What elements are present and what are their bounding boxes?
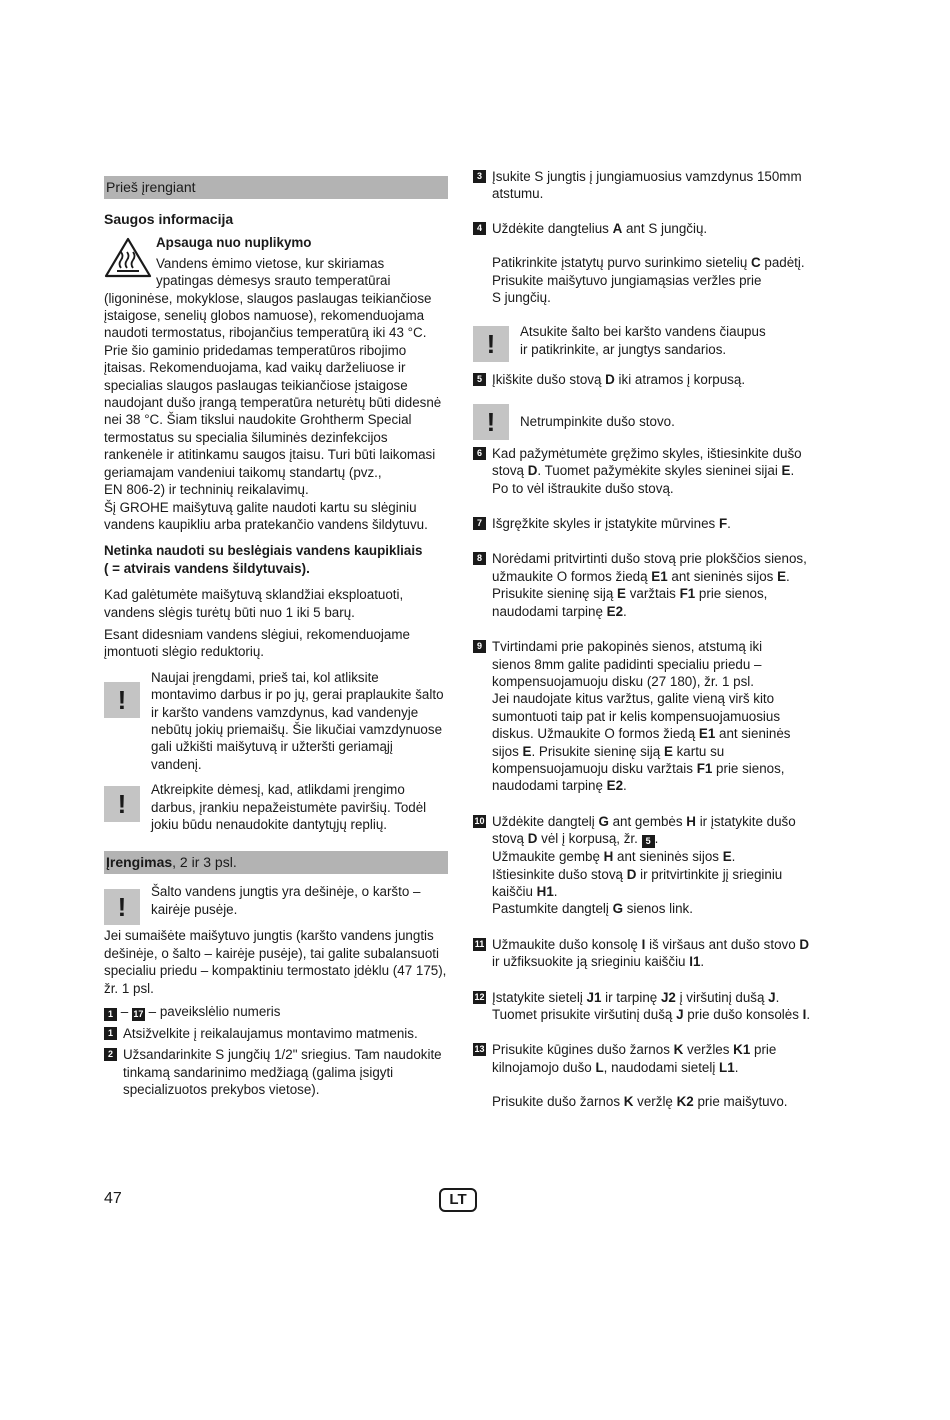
caution-surface-damage [104,781,448,833]
body-line: naudodami tarpinę E2. [492,603,627,619]
body-line: Ištiesinkite dušo stovą D ir pritvirtinkite jį srieginiu [492,866,783,882]
step-badge: 4 [473,222,486,235]
step-badge: 8 [473,552,486,565]
body-line: Uždėkite dangtelius A ant S jungčių. [492,220,708,236]
section-bar-before-install [104,176,448,199]
body-line: kairėje pusėje. [151,901,238,917]
body-line: kilnojamojo dušo L, naudodami sietelį L1. [492,1059,739,1075]
step-5 [473,371,818,388]
step-11 [473,936,818,971]
step-1 [104,1025,448,1042]
caution-connections [104,883,448,923]
body-line: sienos 8mm galite padidinti specialiu priedu – [492,656,762,672]
body-line: įstaigose, senelių globos namuose), rekomenduojama [104,308,425,324]
body-line: stovą D vėl į korpusą, žr. 5 . [492,831,659,847]
body-line: Įsukite S jungtis į jungiamuosius vamzdynus 150mm [492,169,802,184]
body-line: vandens slėgis turėtų būti nuo 1 iki 5 barų. [104,604,355,620]
body-line: užmaukite O formos žiedą E1 ant sieninės sijos E. [492,568,790,584]
step-10 [473,813,818,918]
step-2 [104,1046,448,1098]
body-line: Prisukite dušo žarnos K veržlę K2 prie maišytuvo. [492,1094,788,1110]
section-title: Įrengimas [106,854,173,871]
body-line: jokiu būdu nenaudokite dantytųjų replių. [151,817,387,832]
exclamation-icon: ! [104,889,140,925]
step-badge: 5 [473,373,486,386]
exclamation-icon: ! [104,682,140,718]
step-badge: 13 [474,1044,485,1055]
body-line: Netrumpinkite dušo stovo. [520,413,675,429]
body-line: geriamajam vandeniui taikomų standartų (pvz., [104,464,382,480]
step-badge: 10 [474,815,485,826]
scald-line: Vandens ėmimo vietose, kur skiriamas [156,255,385,271]
body-line: Užsandarinkite S jungčių 1/2" sriegius. Tam naudokite [123,1047,442,1063]
body-line: Jei naudojate kitus varžtus, galite vieną virš kito [492,691,775,707]
body-line: įmontuoti slėgio reduktorių. [104,644,265,660]
step-6 [473,445,818,497]
step-13 [473,1041,818,1110]
body-line: įtaisas. Rekomenduojama, kad vaikų darželiuose ir [104,360,406,376]
body-line: montavimo darbus ir po jų, gerai praplaukite šalto [151,687,444,703]
language-badge: LT [439,1188,477,1212]
reducer-note [104,626,448,661]
scald-warning-block [104,234,448,533]
body-line: Norėdami pritvirtinti dušo stovą prie plokščios sienos, [492,551,807,567]
step-badge: 5 [642,835,655,848]
step-badge: 1 [104,1027,117,1040]
step-4 [473,220,818,307]
body-line: Išgręžkite skyles ir įstatykite mūrvines F. [492,516,731,532]
body-line: naudojant dušo įrangą temperatūra neturėtų būti didesnė [104,395,442,411]
body-line: Prisukite kūgines dušo žarnos K veržles K1 prie [492,1042,777,1058]
scald-body [104,290,448,534]
body-line: Prisukite maišytuvo jungiamąsias veržles prie [492,272,762,288]
caution-leak-check [473,323,818,363]
body-line: Įstatykite sietelį J1 ir tarpinę J2 į viršutinį dušą J. [492,989,780,1005]
body-line: termostatus su specialia šiluminės dezinfekcijos [104,429,388,445]
caution-flush-pipes [104,669,448,773]
body-line: žr. 1 psl. [104,980,154,996]
body-line: Naujai įrengdami, prieš tai, kol atliksite [151,669,379,685]
step-9 [473,638,818,795]
body-line: Tuomet prisukite viršutinį dušą J prie dušo konsolės I. [492,1007,811,1022]
body-line: Uždėkite dangtelį G ant gembės H ir įstatykite dušo [492,813,796,829]
body-line: Prisukite sieninę siją E varžtais F1 prie sienos, [492,586,768,602]
body-line: diskus. Užmaukite O formos žiedą E1 ant sieninės [492,726,791,742]
body-line: Patikrinkite įstatytų purvo surinkimo sietelių C padėtį. [492,255,805,271]
step-badge: 3 [473,170,486,183]
body-line: kompensuojamuoju disku varžtais F1 prie sienos, [492,760,785,776]
legend-text: – paveikslėlio numeris [148,1004,281,1020]
exclamation-icon: ! [473,404,509,440]
body-line: Po to vėl ištraukite dušo stovą. [492,480,674,496]
step-badge: 7 [473,517,486,530]
step-badge: 6 [473,447,486,460]
caution-no-shorten [473,404,818,444]
figure-legend [104,1003,448,1021]
page-number: 47 [104,1190,122,1207]
body-line: gali užkišti maišytuvą ir užteršti geriamąjį [151,739,393,755]
body-line: darbus, įrankiu nepažeistumėte paviršių. Todėl [151,799,427,815]
body-line: specializuotos prekybos vietose). [123,1082,320,1098]
step-12 [473,989,818,1024]
body-line: Prie šio gaminio pridedamas temperatūros ribojimo [104,342,407,358]
body-line: Pastumkite dangtelį G sienos link. [492,901,693,917]
body-line: Šį GROHE maišytuvą galite naudoti kartu su slėginiu [104,499,417,515]
body-line: Jei sumaišėte maišytuvo jungtis (karšto vandens jungtis [104,928,434,944]
section-title: Prieš įrengiant [106,179,196,195]
pressure-note [104,586,448,621]
body-line: Atsukite šalto bei karšto vandens čiaupus [520,324,766,340]
body-line: kaiščiu H1. [492,883,558,899]
scald-heading: Apsauga nuo nuplikymo [156,235,312,251]
step-badge: 9 [473,640,486,653]
body-line: Esant didesniam vandens slėgiui, rekomenduojame [104,626,410,642]
body-line: Kad galėtumėte maišytuvą sklandžiai eksploatuoti, [104,587,404,603]
right-column [473,168,818,1111]
step-badge: 17 [133,1009,144,1020]
body-line: naudoti termostatus, ribojančius temperatūrą iki 43 °C. [104,325,427,341]
section-title-rest: , 2 ir 3 psl. [172,854,237,871]
reverse-connection-note [104,927,448,997]
body-line: EN 806-2) ir techninių reikalavimų. [104,482,309,498]
step-badge: 2 [104,1048,117,1061]
body-line: Užmaukite gembę H ant sieninės sijos E. [492,849,736,865]
body-line: vandens kaupikliu arba pratekančio vandens šildytuvu. [104,516,428,532]
body-line: Kad pažymėtumėte gręžimo skyles, ištiesinkite dušo [492,445,802,461]
exclamation-icon: ! [473,326,509,362]
left-column [104,176,448,1099]
body-line: vandenį. [151,756,202,772]
body-line: stovą D. Tuomet pažymėkite skyles sieninei sijai E. [492,463,795,479]
body-line: rankenėle ir atitinkamu saugos įtaisu. Turi būti laikomasi [104,447,436,463]
body-line: sumontuoti taip pat ir kelis kompensuojamuosius [492,708,781,724]
body-line: tinkamą sandarinimo medžiagą (galima įsigyti [123,1064,394,1080]
body-line: specialiu priedu – kompaktiniu termostato įdėklu (47 175), [104,963,447,979]
body-line: atstumu. [492,186,544,202]
body-line: specialias slaugos paslaugas teikiančiose įstaigose [104,377,408,393]
body-line: Atkreipkite dėmesį, kad, atlikdami įrengimo [151,782,405,798]
body-line: Šalto vandens jungtis yra dešinėje, o karšto – [151,884,421,900]
body-line: nei 38 °C. Šiam tikslui naudokite Grohtherm Special [104,412,412,428]
legend-dash: – [120,1004,129,1020]
step-badge: 12 [474,991,485,1002]
step-7 [473,515,818,532]
body-line: ir karšto vandens vamzdynus, kad vandenyje [151,704,419,720]
body-line: Netinka naudoti su beslėgiais vandens kaupikliais [104,543,423,559]
not-suitable-note [104,542,448,577]
body-line: Įkiškite dušo stovą D iki atramos į korpusą. [492,372,746,388]
section-bar-installation [104,851,448,874]
body-line: (ligoninėse, mokyklose, slaugos paslaugas teikiančiose [104,290,432,306]
scald-line: ypatingas dėmesys srauto temperatūrai [156,273,391,289]
step-badge: 1 [104,1008,117,1021]
exclamation-icon: ! [104,786,140,822]
body-line: naudodami tarpinę E2. [492,778,627,794]
safety-heading: Saugos informacija [104,211,234,227]
body-line: sijos E. Prisukite sieninę siją E kartu su [492,743,725,759]
body-line: Atsižvelkite į reikalaujamus montavimo matmenis. [123,1026,418,1042]
hot-surface-warning-icon [104,236,152,278]
body-line: Užmaukite dušo konsolę I iš viršaus ant dušo stovo D [492,936,810,952]
body-line: Tvirtindami prie pakopinės sienos, atstumą iki [492,639,763,655]
step-3 [473,168,818,203]
body-line: kompensuojamuoju disku (27 180), žr. 1 psl. [492,673,754,689]
body-line: ( = atvirais vandens šildytuvais). [104,560,310,576]
body-line: ir užfiksuokite ją srieginiu kaiščiu I1. [492,954,705,970]
body-line: S jungčių. [492,290,551,306]
step-badge: 11 [474,938,485,949]
body-line: nebūtų jokių priemaišų. Šie likučiai vamzdynuose [151,721,443,737]
body-line: dešinėje, o šalto – kairėje pusėje), tai galite subalansuoti [104,945,439,961]
body-line: ir patikrinkite, ar jungtys sandarios. [520,341,727,357]
step-8 [473,550,818,620]
